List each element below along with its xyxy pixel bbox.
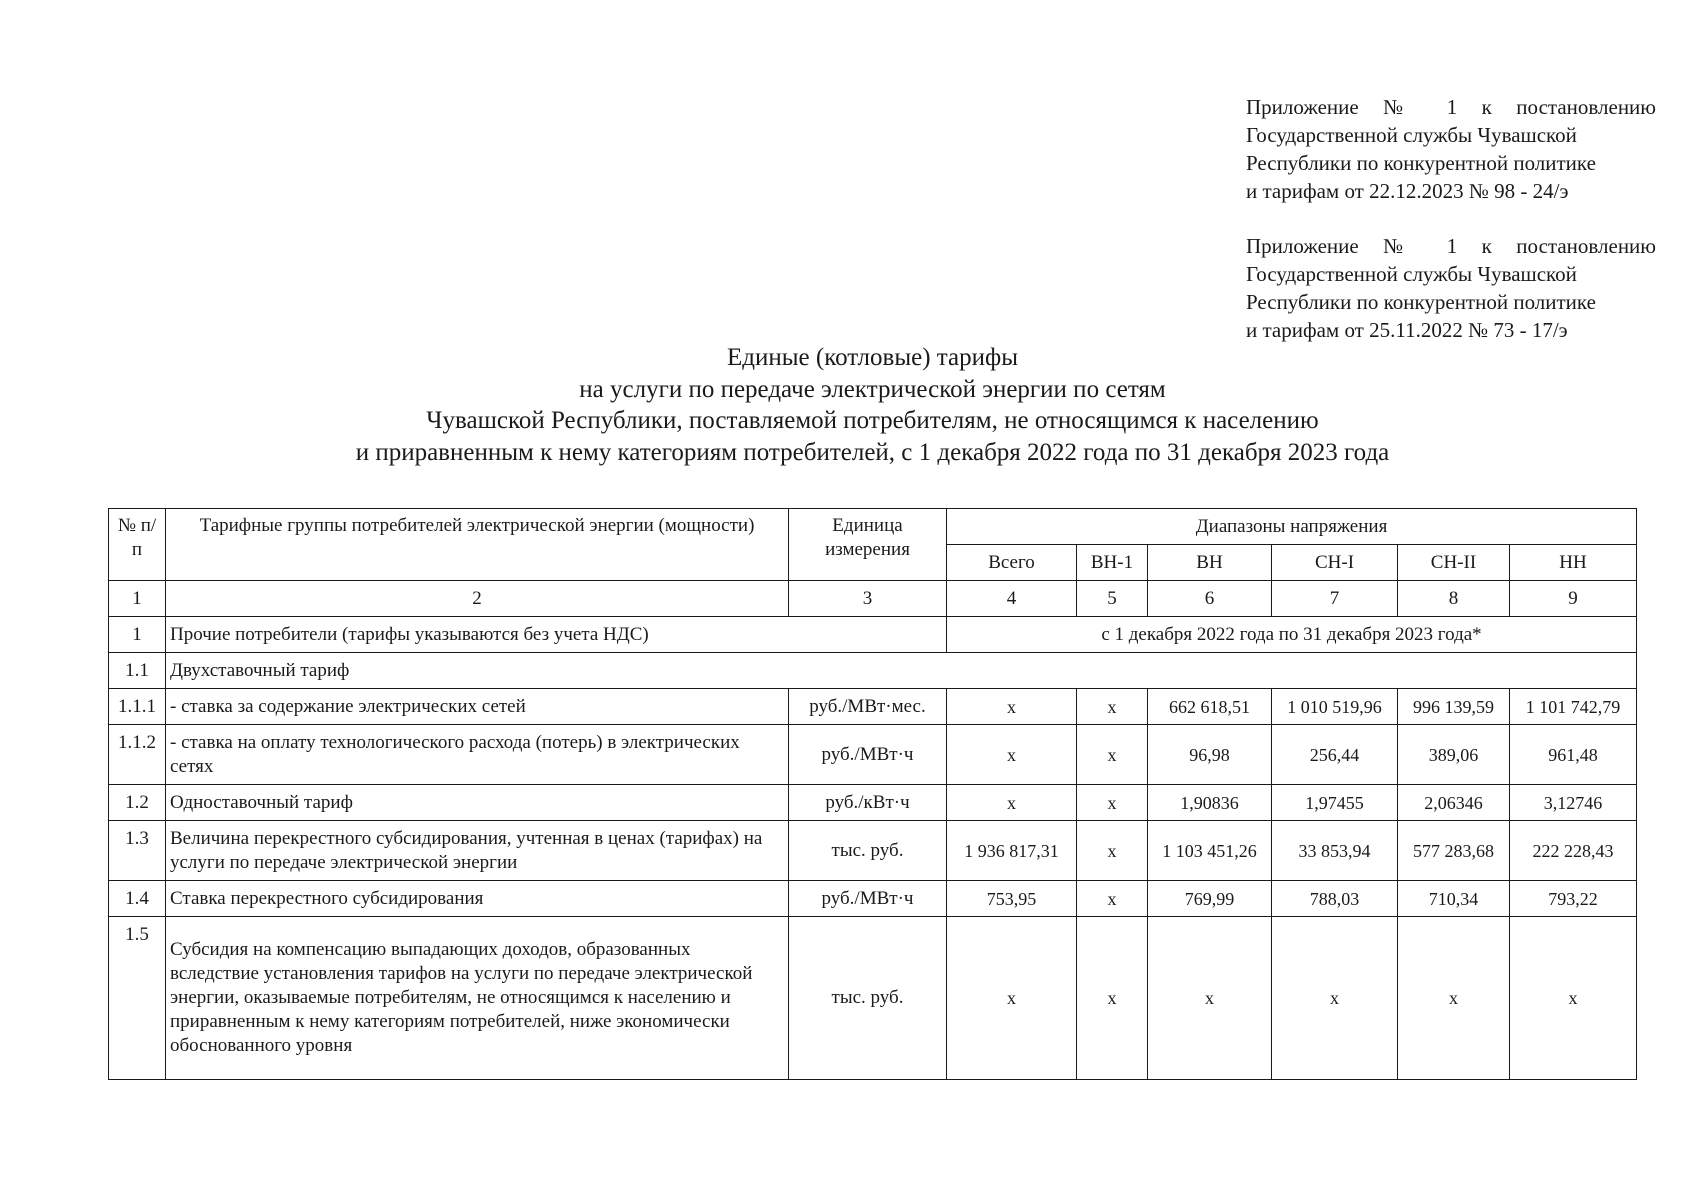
value-vn: 1,90836 — [1148, 785, 1272, 821]
appendix-line: Приложение № 1 к постановлению — [1246, 95, 1656, 119]
appendix-line: Республики по конкурентной политике — [1246, 290, 1596, 314]
value-vn1: х — [1077, 689, 1148, 725]
header-level-sn2: СН-II — [1398, 545, 1510, 581]
title-line: и приравненным к нему категориям потребителей, с 1 декабря 2022 года по 31 декабря 2023 года — [355, 438, 1390, 466]
row-label: Субсидия на компенсацию выпадающих доходов, образованных вследствие установления тарифов на услуги по передаче электрической энергии, оказываемые потребителям, не относящимся к населению и приравненным к нему категориям потребителей, ниже экономически обоснованного уровня — [166, 917, 789, 1080]
value-total: х — [947, 917, 1077, 1080]
header-voltage-ranges: Диапазоны напряжения — [947, 509, 1637, 545]
value-sn1: 1 010 519,96 — [1272, 689, 1398, 725]
row-number: 1.1.1 — [109, 689, 166, 725]
row-label: Величина перекрестного субсидирования, учтенная в ценах (тарифах) на услуги по передаче электрической энергии — [166, 821, 789, 881]
appendix-note-previous — [1246, 232, 1656, 344]
appendix-line: Государственной службы Чувашской — [1246, 262, 1577, 286]
table-row — [109, 821, 1637, 881]
row-unit: руб./МВт·ч — [789, 881, 947, 917]
section-label: Прочие потребители (тарифы указываются без учета НДС) — [166, 617, 947, 653]
value-total: х — [947, 689, 1077, 725]
value-nn: 793,22 — [1510, 881, 1637, 917]
row-unit: руб./МВт·ч — [789, 725, 947, 785]
header-level-nn: НН — [1510, 545, 1637, 581]
value-nn: х — [1510, 917, 1637, 1080]
appendix-line: Государственной службы Чувашской — [1246, 123, 1577, 147]
header-num: № п/п — [109, 509, 166, 581]
value-sn2: 996 139,59 — [1398, 689, 1510, 725]
value-nn: 222 228,43 — [1510, 821, 1637, 881]
value-total: х — [947, 785, 1077, 821]
header-level-vn1: ВН-1 — [1077, 545, 1148, 581]
value-vn1: х — [1077, 821, 1148, 881]
table-row — [109, 725, 1637, 785]
value-total: 1 936 817,31 — [947, 821, 1077, 881]
value-vn: х — [1148, 917, 1272, 1080]
appendix-line: Приложение № 1 к постановлению — [1246, 234, 1656, 258]
value-sn2: 2,06346 — [1398, 785, 1510, 821]
section-period: с 1 декабря 2022 года по 31 декабря 2023 года* — [947, 617, 1637, 653]
row-number: 1.4 — [109, 881, 166, 917]
value-sn1: 256,44 — [1272, 725, 1398, 785]
value-vn: 662 618,51 — [1148, 689, 1272, 725]
value-vn1: х — [1077, 785, 1148, 821]
column-number: 8 — [1398, 581, 1510, 617]
column-number: 7 — [1272, 581, 1398, 617]
table-row — [109, 689, 1637, 725]
value-sn1: 33 853,94 — [1272, 821, 1398, 881]
row-unit: руб./кВт·ч — [789, 785, 947, 821]
header-group: Тарифные группы потребителей электрической энергии (мощности) — [166, 509, 789, 581]
row-label: - ставка за содержание электрических сетей — [166, 689, 789, 725]
value-vn: 1 103 451,26 — [1148, 821, 1272, 881]
row-unit: тыс. руб. — [789, 821, 947, 881]
value-vn1: х — [1077, 917, 1148, 1080]
row-number: 1.2 — [109, 785, 166, 821]
value-total: х — [947, 725, 1077, 785]
row-number: 1.3 — [109, 821, 166, 881]
table-row — [109, 881, 1637, 917]
appendix-line: Республики по конкурентной политике — [1246, 151, 1596, 175]
column-number: 2 — [166, 581, 789, 617]
column-number: 6 — [1148, 581, 1272, 617]
value-sn1: х — [1272, 917, 1398, 1080]
row-unit: тыс. руб. — [789, 917, 947, 1080]
value-nn: 1 101 742,79 — [1510, 689, 1637, 725]
value-vn1: х — [1077, 725, 1148, 785]
title-line: Единые (котловые) тарифы — [726, 344, 1018, 371]
column-number: 1 — [109, 581, 166, 617]
table-row — [109, 917, 1637, 1080]
appendix-line: и тарифам от 25.11.2022 № 73 - 17/э — [1246, 318, 1568, 342]
table-header-row — [109, 509, 1637, 545]
column-number: 5 — [1077, 581, 1148, 617]
value-nn: 3,12746 — [1510, 785, 1637, 821]
title-line: на услуги по передаче электрической энергии по сетям — [579, 375, 1166, 403]
value-total: 753,95 — [947, 881, 1077, 917]
value-sn1: 788,03 — [1272, 881, 1398, 917]
row-number: 1.5 — [109, 917, 166, 1080]
value-sn1: 1,97455 — [1272, 785, 1398, 821]
value-sn2: х — [1398, 917, 1510, 1080]
header-unit: Единица измерения — [789, 509, 947, 581]
appendix-note-current — [1246, 93, 1656, 205]
appendix-line: и тарифам от 22.12.2023 № 98 - 24/э — [1246, 179, 1569, 203]
value-nn: 961,48 — [1510, 725, 1637, 785]
value-sn2: 710,34 — [1398, 881, 1510, 917]
row-unit: руб./МВт·мес. — [789, 689, 947, 725]
header-level-total: Всего — [947, 545, 1077, 581]
row-number: 1 — [109, 617, 166, 653]
table-row — [109, 785, 1637, 821]
header-level-sn1: СН-I — [1272, 545, 1398, 581]
row-number: 1.1 — [109, 653, 166, 689]
document-title — [0, 342, 1697, 468]
subsection-label: Двухставочный тариф — [166, 653, 1637, 689]
value-vn: 96,98 — [1148, 725, 1272, 785]
value-vn1: х — [1077, 881, 1148, 917]
row-label: Одноставочный тариф — [166, 785, 789, 821]
subsection-row — [109, 653, 1637, 689]
column-numbers-row — [109, 581, 1637, 617]
row-number: 1.1.2 — [109, 725, 166, 785]
column-number: 3 — [789, 581, 947, 617]
title-line: Чувашской Республики, поставляемой потребителям, не относящимся к населению — [426, 407, 1319, 434]
row-label: Ставка перекрестного субсидирования — [166, 881, 789, 917]
value-sn2: 389,06 — [1398, 725, 1510, 785]
column-number: 9 — [1510, 581, 1637, 617]
column-number: 4 — [947, 581, 1077, 617]
header-level-vn: ВН — [1148, 545, 1272, 581]
row-label: - ставка на оплату технологического расхода (потерь) в электрических сетях — [166, 725, 789, 785]
section-row — [109, 617, 1637, 653]
value-vn: 769,99 — [1148, 881, 1272, 917]
tariffs-table — [108, 508, 1637, 1080]
value-sn2: 577 283,68 — [1398, 821, 1510, 881]
